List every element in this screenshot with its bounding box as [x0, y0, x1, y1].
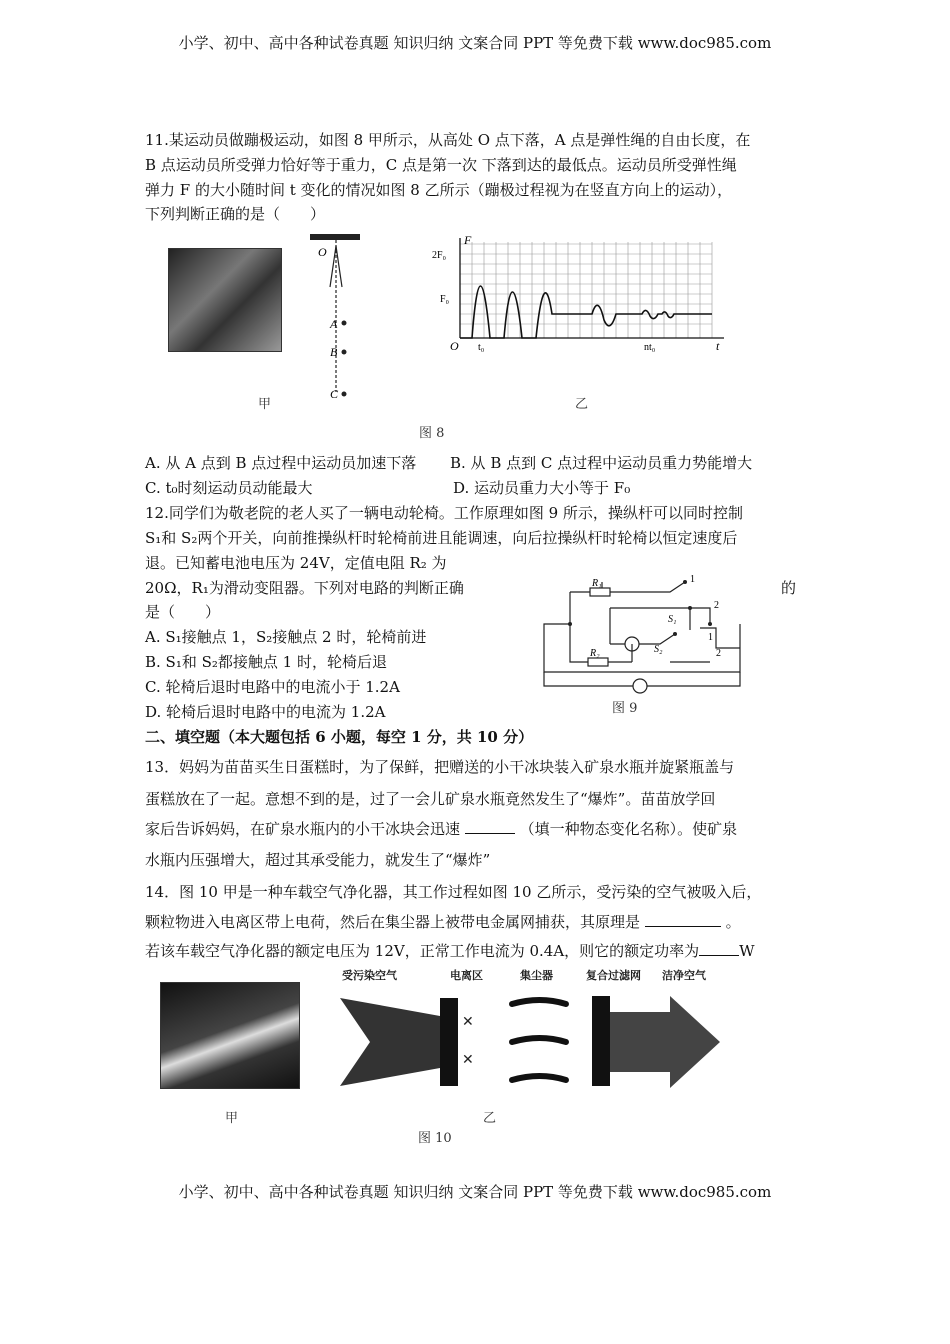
polluted-air-label: 受污染空气 — [342, 969, 397, 982]
q12-line-5: 是（ ） — [145, 603, 221, 621]
fig10-caption: 图 10 — [418, 1131, 452, 1146]
wheelchair-circuit-diagram — [540, 574, 750, 704]
f0-label: F₀ — [440, 294, 450, 305]
q11-option-c: C. t₀时刻运动员动能最大 — [145, 479, 313, 497]
q11-option-a: A. 从 A 点到 B 点过程中运动员加速下落 — [145, 454, 417, 472]
f-axis-label: F — [464, 234, 472, 247]
q14-line-2 — [145, 912, 741, 932]
bungee-rope-diagram — [300, 232, 370, 402]
q13-line-3-start: 家后告诉妈妈，在矿泉水瓶内的小干冰块会迅速 — [145, 820, 461, 838]
q14-unit-w: W — [739, 942, 755, 960]
nt0-label: nt₀ — [644, 342, 656, 353]
q12-line-4: 20Ω，R₁为滑动变阻器。下列对电路的判断正确 — [145, 579, 464, 597]
fig10-jia-label: 甲 — [225, 1111, 239, 1126]
q11-line-4: 下列判断正确的是（ ） — [145, 205, 326, 223]
q11-line-3: 弹力 F 的大小随时间 t 变化的情况如图 8 乙所示（蹦极过程视为在竖直方向上的运动）， — [145, 181, 733, 199]
q11-line-2: B 点运动员所受弹力恰好等于重力，C 点是第一次 下落到达的最低点。运动员所受弹性绳 — [145, 156, 737, 174]
point-c-label: C — [330, 387, 339, 401]
q12-line-1: 12.同学们为敬老院的老人买了一辆电动轮椅。工作原理如图 9 所示，操纵杆可以同时控制 — [145, 504, 743, 522]
air-purifier-process-diagram — [340, 968, 730, 1098]
section-2-heading: 二、填空题（本大题包括 6 小题，每空 1 分，共 10 分） — [145, 728, 534, 746]
q11-option-b: B. 从 B 点到 C 点过程中运动员重力势能增大 — [450, 454, 753, 472]
contact-1-bottom: 1 — [708, 632, 713, 643]
origin-label: O — [450, 339, 459, 353]
q14-line-3 — [145, 941, 755, 961]
contact-2-bottom: 2 — [716, 648, 721, 659]
contact-1-top: 1 — [690, 574, 695, 585]
q13-line-2: 蛋糕放在了一起。意想不到的是，过了一会儿矿泉水瓶竟然发生了“爆炸”。苗苗放学回 — [145, 790, 716, 808]
q12-line-2: S₁和 S₂两个开关，向前推操纵杆时轮椅前进且能调速，向后拉操纵杆时轮椅以恒定速度后 — [145, 529, 738, 547]
point-o-label: O — [318, 245, 327, 259]
point-b-label: B — [330, 345, 338, 359]
q13-line-4: 水瓶内压强增大，超过其承受能力，就发生了“爆炸” — [145, 851, 491, 869]
fig8-jia-label: 甲 — [258, 397, 272, 412]
q12-option-b: B. S₁和 S₂都接触点 1 时，轮椅后退 — [145, 653, 387, 671]
page-header: 小学、初中、高中各种试卷真题 知识归纳 文案合同 PPT 等免费下载 www.doc985.com — [178, 34, 772, 52]
clean-air-label: 洁净空气 — [662, 969, 706, 982]
s2-label: S₂ — [654, 644, 663, 655]
q13-line-3 — [145, 819, 737, 839]
s1-label: S₁ — [668, 614, 677, 625]
q12-line-3: 退。已知蓄电池电压为 24V，定值电阻 R₂ 为 — [145, 554, 447, 572]
q13-answer-blank[interactable] — [465, 819, 515, 834]
fig8-yi-label: 乙 — [575, 397, 589, 412]
q11-option-d: D. 运动员重力大小等于 F₀ — [453, 479, 631, 497]
q14-line-2-end: 。 — [725, 913, 741, 931]
q11-line-1: 11.某运动员做蹦极运动，如图 8 甲所示，从高处 O 点下落，A 点是弹性绳的自由长度，在 — [145, 131, 751, 149]
point-a-label: A — [330, 317, 338, 331]
q14-line-1: 14．图 10 甲是一种车载空气净化器，其工作过程如图 10 乙所示，受污染的空气被吸入后， — [145, 883, 762, 901]
q14-principle-blank[interactable] — [645, 912, 721, 927]
fig10-yi-label: 乙 — [483, 1111, 497, 1126]
svg-text:✕: ✕ — [462, 1014, 474, 1030]
q14-power-blank[interactable] — [699, 941, 739, 956]
q13-line-1: 13．妈妈为苗苗买生日蛋糕时，为了保鲜，把赠送的小干冰块装入矿泉水瓶并旋紧瓶盖与 — [145, 758, 735, 776]
two-f0-label: 2F₀ — [432, 250, 447, 261]
q12-line-4-end: 的 — [781, 579, 797, 597]
t0-label: t₀ — [478, 342, 485, 353]
bungee-photo — [168, 248, 282, 352]
ionization-zone-label: 电离区 — [450, 969, 483, 982]
dust-collector-label: 集尘器 — [520, 969, 553, 982]
r1-label: R₁ — [592, 578, 602, 589]
fig8-caption: 图 8 — [419, 426, 445, 441]
q12-option-a: A. S₁接触点 1，S₂接触点 2 时，轮椅前进 — [145, 628, 427, 646]
composite-filter-label: 复合过滤网 — [586, 969, 641, 982]
force-time-graph — [432, 234, 732, 354]
contact-2-top: 2 — [714, 600, 719, 611]
q14-line-3-start: 若该车载空气净化器的额定电压为 12V，正常工作电流为 0.4A，则它的额定功率为 — [145, 942, 700, 960]
air-purifier-photo — [160, 982, 300, 1089]
page-footer: 小学、初中、高中各种试卷真题 知识归纳 文案合同 PPT 等免费下载 www.doc985.com — [178, 1183, 772, 1201]
fig9-caption: 图 9 — [612, 701, 638, 716]
q13-line-3-end: （填一种物态变化名称）。使矿泉 — [519, 820, 738, 838]
svg-text:✕: ✕ — [462, 1052, 474, 1068]
q14-line-2-start: 颗粒物进入电离区带上电荷，然后在集尘器上被带电金属网捕获，其原理是 — [145, 913, 641, 931]
r2-label: R₂ — [590, 648, 600, 659]
q12-option-d: D. 轮椅后退时电路中的电流为 1.2A — [145, 703, 386, 721]
t-axis-label: t — [716, 339, 720, 353]
q12-option-c: C. 轮椅后退时电路中的电流小于 1.2A — [145, 678, 400, 696]
